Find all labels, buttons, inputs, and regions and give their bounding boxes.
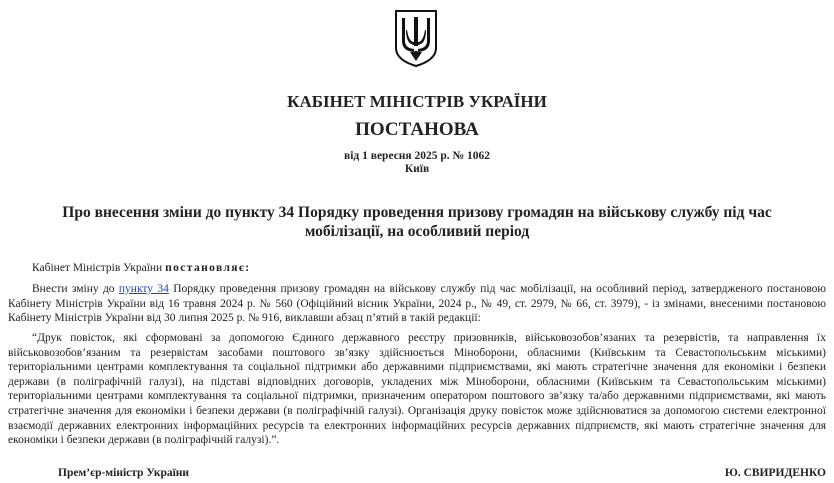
- p1-after: Порядку проведення призову громадян на військову службу під час мобілізації, на особливий період, затвердженого постановою Кабінету Міністрів України від 16 травня 2024 р. № 560 (Офіційний вісник України, 2024 р., № 49, ст. 2979, № 66, ст. 3979), - із змінами, внесеними постановою Кабінету Міністрів України від 30 липня 2025 р. № 916, виклавши абзац п’ятий в такій редакції:: [8, 283, 827, 325]
- paragraph-new-wording: “Друк повісток, які сформовані за допомогою Єдиного державного реєстру призовників, військовозобов’язаних та резервістів, та направлення їх військовозобов’язаним та резервістам засобами поштового зв’язку здійснюється Міноборони, обласними (Київським та Севастопольським міськими) територіальними центрами комплектування та соціальної підтримки або державними підприємствами, які мають стратегічне значення для економіки і безпеки держави (в поліграфічній галузі), на підставі відповідних договорів, укладених між Міноборони, обласними (Київським та Севастопольським міськими) територіальними центрами комплектування та соціальної підтримки, призначеним оператором поштового зв’язку та/або державними підприємствами, які мають стратегічне значення для економіки і безпеки держави (в поліграфічній галузі). Організація друку повісток може здійснюватися за допомогою системи електронної взаємодії державних електронних інформаційних ресурсів та електронних інформаційних ресурсів державних підприємств, які мають стратегічне значення для економіки і безпеки держави (в поліграфічній галузі).”.: [8, 332, 826, 447]
- date-and-number: від 1 вересня 2025 р. № 1062: [344, 150, 490, 162]
- p1-before: Внести зміну до: [32, 283, 119, 295]
- decree-verb: постановляє:: [165, 262, 251, 274]
- document-type-heading: ПОСТАНОВА: [355, 119, 479, 140]
- signatory-position: Прем’єр-міністр України: [58, 467, 190, 479]
- signatory-name: Ю. СВИРИДЕНКО: [724, 467, 826, 479]
- point-34-link[interactable]: пункту 34: [118, 283, 169, 295]
- document-title: Про внесення зміни до пункту 34 Порядку проведення призову громадян на військову службу під час мобілізації, на особливий період: [62, 204, 772, 240]
- paragraph-amendment: [8, 282, 826, 326]
- decree-line: [8, 261, 826, 276]
- issuer-heading: КАБІНЕТ МІНІСТРІВ УКРАЇНИ: [287, 92, 547, 111]
- trident-coat-of-arms-icon: [393, 8, 439, 68]
- decree-prefix: Кабінет Міністрів України: [32, 262, 166, 274]
- place-of-issue: Київ: [404, 163, 430, 175]
